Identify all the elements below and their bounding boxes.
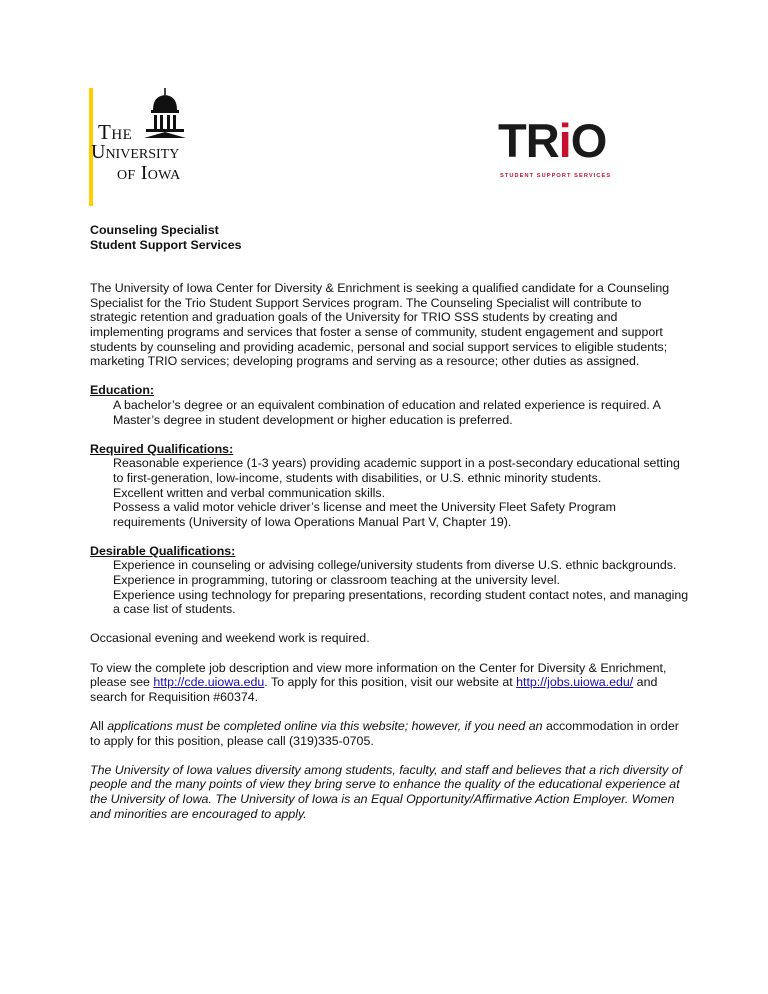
education-item: A bachelor’s degree or an equivalent combination of education and related experience is required. A Master’s degree in student development or higher education is preferred.	[113, 397, 661, 427]
trio-tagline: STUDENT SUPPORT SERVICES	[500, 173, 612, 179]
required-item: Excellent written and verbal communication skills.	[113, 485, 386, 500]
desirable-item: Experience in counseling or advising college/university students from diverse U.S. ethnic backgrounds.	[113, 558, 677, 573]
apply-paragraph	[90, 661, 690, 705]
online-rest: accommodation in order to apply for this position, please call (319)335-0705.	[90, 719, 679, 748]
logo-text-university: University	[91, 141, 180, 163]
desirable-heading	[90, 544, 690, 559]
trio-wordmark-i: i	[558, 114, 571, 167]
online-italic: applications must be completed online via this website; however, if you need an	[107, 719, 543, 733]
university-logo	[86, 88, 196, 212]
apply-text-2: . To apply for this position, visit our website at	[264, 675, 517, 690]
desirable-heading-text: Desirable Qualifications:	[90, 543, 236, 558]
logo-text-of-iowa: of Iowa	[117, 162, 181, 184]
trio-wordmark-prefix: TR	[498, 114, 559, 167]
desirable-item: Experience using technology for preparing presentations, recording student contact notes, and managing a case list of students.	[113, 587, 689, 617]
jobs-website-link[interactable]: http://jobs.uiowa.edu/	[516, 675, 634, 690]
required-heading-text: Required Qualifications:	[90, 441, 234, 456]
apply-text-1: To view the complete job description and view more information on the Center for Diversity & Enrichment, please see	[90, 660, 667, 690]
eeo-statement: The University of Iowa values diversity among students, faculty, and staff and believes that a rich diversity of people and the many points of view they bring serve to enhance the quality of the educational experience at the University of Iowa. The University of Iowa is an Equal Opportunity/Affirmative Action Employer. Women and minorities are encouraged to apply.	[90, 762, 683, 821]
trio-wordmark-suffix: O	[570, 114, 607, 167]
required-item: Reasonable experience (1-3 years) providing academic support in a post-secondary educational setting to first-generation, low-income, students with disabilities, or U.S. ethnic minority students.	[113, 456, 680, 485]
job-title: Counseling Specialist	[90, 223, 219, 237]
trio-wordmark	[498, 114, 607, 167]
logo-text-the: The	[98, 120, 133, 144]
education-heading	[90, 383, 690, 398]
trio-logo	[498, 114, 628, 183]
evening-work-note: Occasional evening and weekend work is required.	[90, 631, 370, 646]
apply-text-3: and search for Requisition #60374.	[90, 675, 658, 704]
education-heading-text: Education:	[90, 383, 155, 398]
online-lead: All	[90, 719, 108, 733]
required-item: Possess a valid motor vehicle driver’s license and meet the University Fleet Safety Program requirements (University of Iowa Operations Manual Part V, Chapter 19).	[113, 500, 616, 529]
job-department: Student Support Services	[90, 237, 242, 252]
old-capitol-icon	[142, 88, 188, 140]
cde-website-link[interactable]: http://cde.uiowa.edu	[153, 675, 265, 690]
online-application-paragraph	[90, 719, 690, 748]
desirable-item: Experience in programming, tutoring or classroom teaching at the university level.	[113, 573, 560, 588]
job-posting-body	[90, 223, 690, 821]
required-heading	[90, 442, 690, 457]
intro-paragraph: The University of Iowa Center for Diversity & Enrichment is seeking a qualified candidate for a Counseling Specialist for the Trio Student Support Services program. The Counseling Specialist will contribute to strategic retention and graduation goals of the University for TRIO SSS students by creating and implementing programs and services that foster a sense of community, student engagement and support students by counseling and providing academic, personal and social support services to eligible students; marketing TRIO services; developing programs and serving as a resource; other duties as assigned.	[90, 281, 670, 369]
